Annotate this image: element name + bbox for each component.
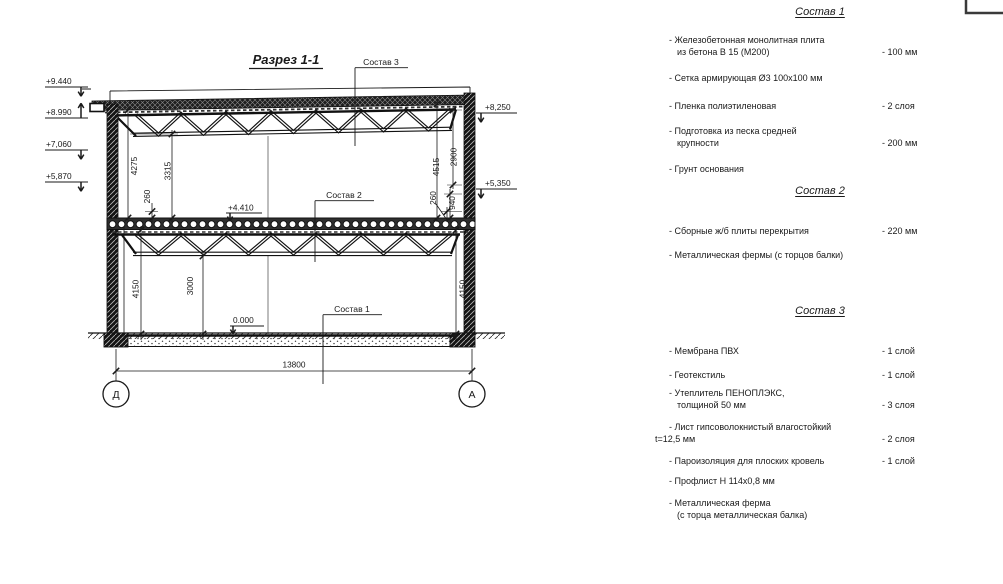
list-item: - Пленка полиэтиленовая - 2 слоя — [669, 101, 915, 111]
section-title — [249, 52, 323, 69]
composition-legend — [653, 0, 987, 584]
legend-heading-3: Состав 3 — [795, 305, 845, 317]
dim-940: 940 — [447, 196, 457, 210]
list-item: - Сборные ж/б плиты перекрытия - 220 мм — [669, 226, 918, 236]
level-9440: +9.440 — [46, 76, 72, 86]
item-value: - 2 слоя — [882, 433, 915, 444]
dim-4275: 4275 — [129, 156, 139, 176]
item-value: - 200 мм — [882, 137, 918, 148]
dim-2900: 2900 — [448, 147, 459, 167]
item-value: - 2 слоя — [882, 101, 915, 111]
leader-sostav-1: Состав 1 — [334, 304, 370, 314]
item-value: - 100 мм — [882, 46, 918, 57]
level-8250: +8,250 — [485, 102, 511, 112]
level-0000: 0.000 — [233, 315, 254, 325]
list-item: - Лист гипсоволокнистый влагостойкий t=12,5 мм - 2 слоя — [655, 422, 915, 444]
item-value: - 3 слоя — [882, 399, 915, 410]
legend-heading-1: Состав 1 — [795, 6, 845, 18]
floor-truss — [112, 235, 460, 256]
dim-260-right: 260 — [428, 191, 438, 205]
page-title: Разрез 1-1 — [252, 52, 320, 67]
axis-bubble-a: А — [468, 388, 476, 401]
axis-bubble-d: Д — [112, 388, 120, 401]
dim-4150-right: 4150 — [457, 279, 468, 299]
list-item: - Мембрана ПВХ - 1 слой — [669, 346, 915, 356]
ground-assembly — [88, 333, 505, 347]
hollow-core-slab — [107, 218, 475, 230]
leader-sostav-2: Состав 2 — [326, 190, 362, 200]
item-value: - 1 слой — [882, 370, 915, 380]
list-item: - Металлическая фермы (с торцов балки) — [669, 250, 844, 260]
item-value: - 220 мм — [882, 226, 918, 236]
list-item: - Утеплитель ПЕНОПЛЭКС, толщиной 50 мм - 3 слоя — [669, 388, 915, 410]
eaves-drip-edge — [90, 104, 104, 112]
footing-right — [450, 333, 475, 347]
level-8990: +8.990 — [46, 107, 72, 117]
level-7060: +7,060 — [46, 139, 72, 149]
roof-truss — [112, 109, 456, 136]
level-5870: +5,870 — [46, 171, 72, 181]
list-item: - Грунт основания — [669, 164, 744, 174]
list-item: - Железобетонная монолитная плита из бетона В 15 (М200) - 100 мм — [669, 35, 918, 57]
legend-heading-2: Состав 2 — [795, 185, 845, 197]
dim-span-13800: 13800 — [282, 359, 306, 370]
dim-4515: 4515 — [431, 157, 441, 177]
list-item: - Профлист Н 114х0,8 мм — [669, 476, 775, 486]
axis-markers — [103, 381, 485, 407]
list-item: - Пароизоляция для плоских кровель - 1 слой — [669, 456, 915, 466]
roof-assembly — [82, 87, 472, 113]
level-5350: +5,350 — [485, 178, 511, 188]
level-4410: +4.410 — [228, 202, 254, 213]
dim-260-left: 260 — [142, 189, 152, 204]
leader-sostav-3: Состав 3 — [363, 57, 399, 67]
item-value: - 1 слой — [882, 346, 915, 356]
dim-3315: 3315 — [162, 161, 173, 181]
list-item: - Сетка армирующая Ø3 100х100 мм — [669, 73, 823, 83]
dim-3000: 3000 — [185, 276, 195, 296]
list-item: - Подготовка из песка средней крупности - 200 мм — [669, 126, 918, 148]
list-item: - Металлическая ферма (с торца металлическая балка) — [669, 498, 808, 520]
list-item: - Геотекстиль - 1 слой — [669, 370, 915, 380]
dim-4150-left: 4150 — [130, 279, 141, 299]
item-value: - 1 слой — [882, 456, 915, 466]
